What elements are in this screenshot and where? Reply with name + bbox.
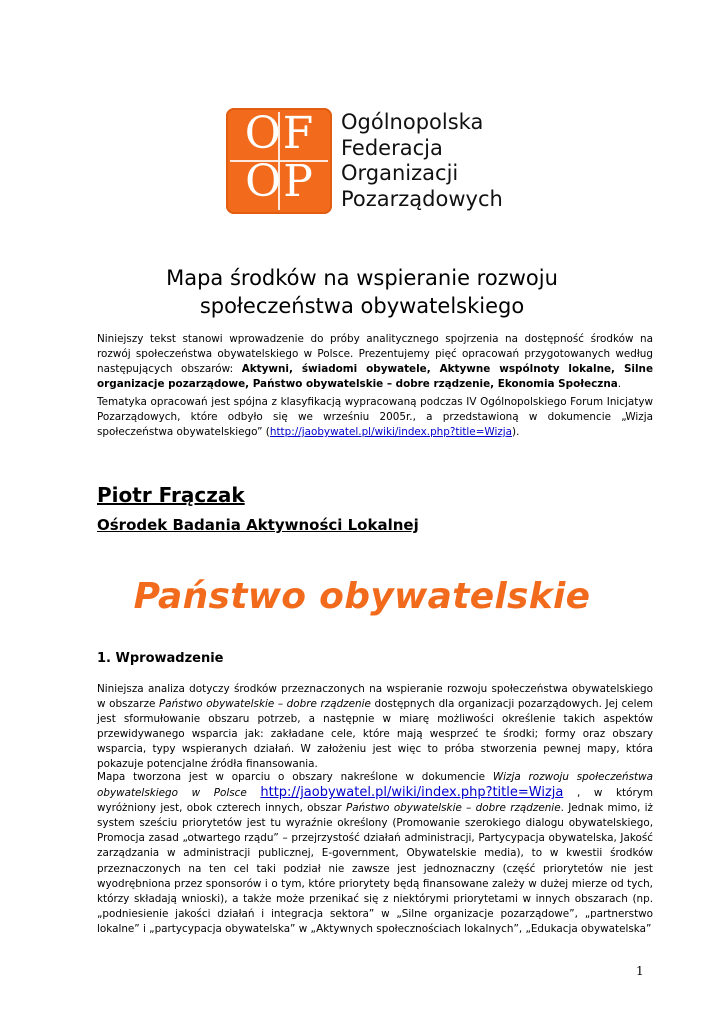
body-text: Niniejsza analiza dotyczy środków przeznaczonych na wspieranie rozwoju społeczeństwa obywatelskiego w obszarze — [97, 683, 653, 711]
body-text: Mapa tworzona jest w oparciu o obszary nakreślone w dokumencie — [97, 771, 493, 783]
main-title-line: społeczeństwa obywatelskiego — [199, 294, 525, 318]
wizja-link[interactable]: http://jaobywatel.pl/wiki/index.php?title=Wizja — [269, 426, 513, 438]
main-title — [60, 264, 664, 320]
ofop-logo — [226, 108, 506, 214]
body-italic: Wizja rozwoju społeczeństwa obywatelskiego w Polsce — [97, 771, 653, 800]
body-text: dostępnych dla organizacji pozarządowych. Jej celem jest sformułowanie obszaru potrzeb, a następnie w miarę możliwości określenie takich aspektów przewidywanego wsparcia jak: zakładane cele, które mają wesprzeć te środki; formy oraz obszary wsparcia, typy wspieranych działań. W założeniu jest więc to próba stworzenia pewnej mapy, która pokazuje potencjalne źródła finansowania. — [97, 698, 653, 771]
logo-letters-row: OP — [245, 156, 315, 207]
body-paragraph — [97, 770, 653, 937]
author-organization: Ośrodek Badania Aktywności Lokalnej — [97, 516, 419, 534]
logo-letters — [232, 110, 328, 206]
logo-tile — [226, 108, 332, 214]
body-text: , w którym wyróżniony jest, obok czterech innych, obszar — [97, 787, 653, 815]
intro-text: Tematyka opracowań jest spójna z klasyfikacją wypracowaną podczas IV Ogólnopolskiego Forum Inicjatyw Pozarządowych, które odbyło się we wrześniu 2005r., a przedstawioną w dokumencie „Wizja społeczeństwa obywatelskiego” ( — [97, 396, 653, 438]
logo-wordmark — [341, 110, 516, 212]
intro-paragraph — [97, 332, 653, 392]
logo-letters-row: OF — [244, 108, 316, 159]
intro-text-end: ). — [512, 426, 520, 438]
logo-line: Pozarządowych — [341, 186, 503, 211]
page-number: 1 — [636, 964, 644, 978]
intro-text: Niniejszy tekst stanowi wprowadzenie do próby analitycznego spojrzenia na dostępność środków na rozwój społeczeństwa obywatelskiego w Polsce. Prezentujemy pięć opracowań przygotowanych według następujących obszarów: — [97, 333, 653, 375]
logo-line: Ogólnopolska — [341, 110, 484, 134]
logo-line: Organizacji — [341, 161, 459, 185]
author-name: Piotr Frączak — [97, 483, 245, 507]
body-text: . Jednak mimo, iż system sześciu priorytetów jest tu wyraźnie określony (Promowanie szerokiego dialogu obywatelskiego, Promocja zasad „otwartego rządu” – przejrzystość działań administracji, Partycypacja obywatelska, Jakość zarządzania w administracji publicznej, E-government, Obywatelskie media), to w kwestii środków przeznaczonych na ten cel taki podział nie zawsze jest jednoznaczny (część priorytetów nie jest wyodrębniona przez sponsorów i o tym, które priorytety będą finansowane zależy w dużej mierze od tych, którzy składają wnioski), a także może przenikać się z niektórymi priorytetami w innych obszarach (np. „podniesienie jakości działań i integracja sektora” w „Silne organizacje pozarządowe”, „partnerstwo lokalne” i „partycypacja obywatelska” w „Aktywnych społecznościach lokalnych”, „Edukacja obywatelska” — [97, 802, 653, 935]
section-heading: 1. Wprowadzenie — [97, 651, 224, 666]
main-title-line: Mapa środków na wspieranie rozwoju — [166, 266, 558, 290]
body-italic: Państwo obywatelskie – dobre rządzenie — [345, 802, 561, 815]
body-italic: Państwo obywatelskie – dobre rządzenie — [159, 698, 371, 711]
document-title: Państwo obywatelskie — [133, 576, 591, 617]
wizja-link[interactable]: http://jaobywatel.pl/wiki/index.php?title=Wizja — [260, 785, 564, 801]
body-paragraph — [97, 682, 653, 773]
intro-areas: Aktywni, świadomi obywatele, Aktywne wspólnoty lokalne, Silne organizacje pozarządowe, Państwo obywatelskie – dobre rządzenie, Ekonomia Społeczna — [97, 363, 653, 390]
logo-line: Federacja — [341, 135, 443, 160]
intro-paragraph — [97, 395, 653, 440]
intro-text-end: . — [617, 378, 622, 390]
